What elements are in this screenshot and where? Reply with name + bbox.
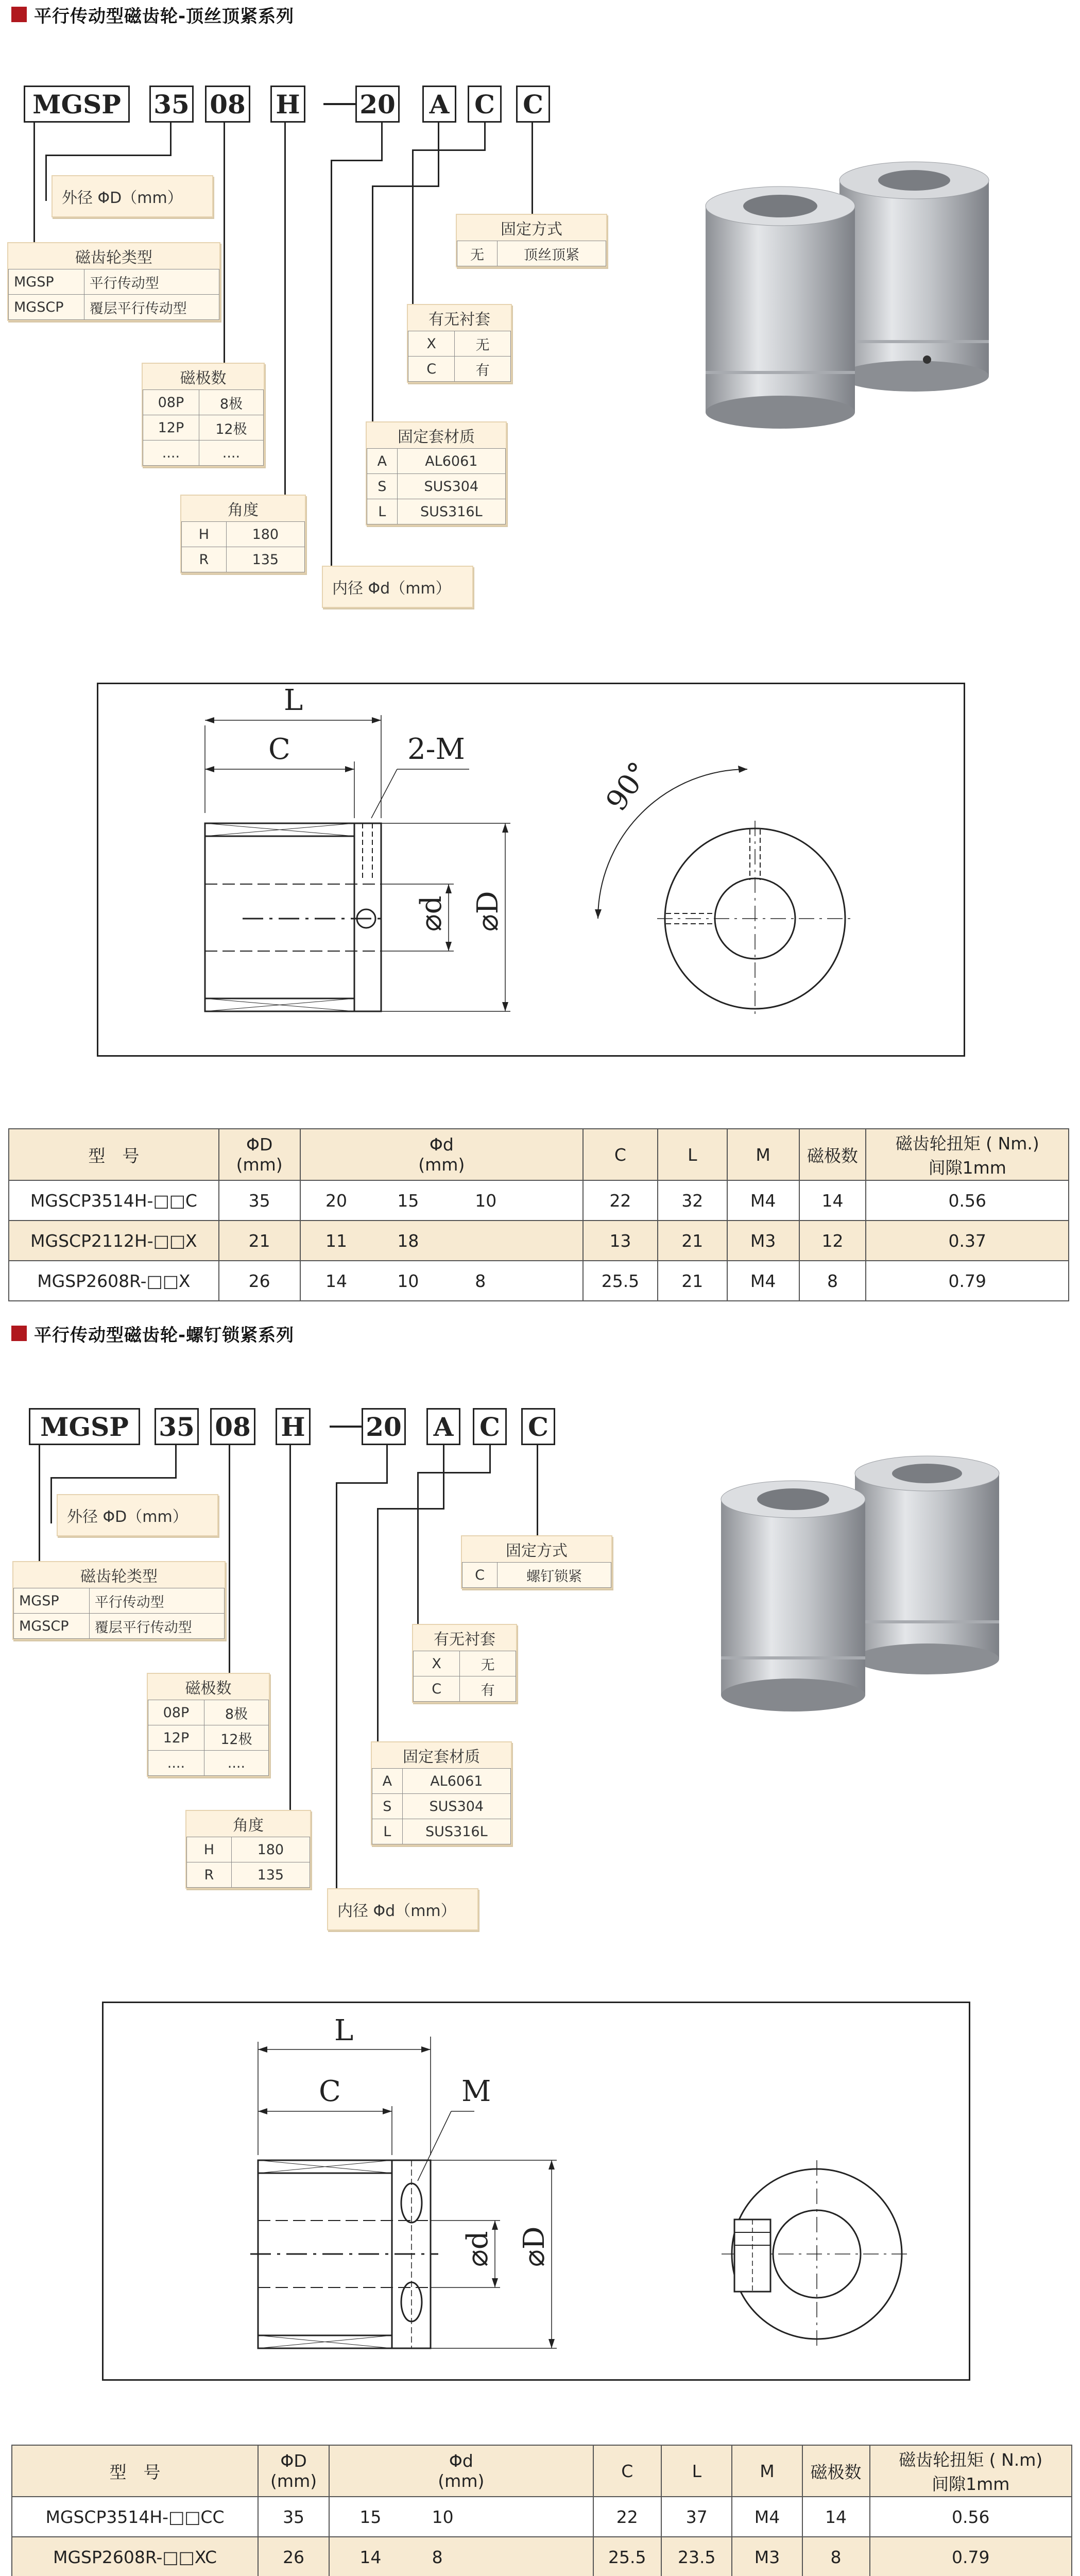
tag-outer-d [52, 175, 213, 217]
tag-fixing-title: 固定方式 [501, 221, 562, 239]
cell: .... [204, 1751, 268, 1776]
cell: A [367, 449, 398, 474]
section2-header [11, 1323, 294, 1344]
leader-20-top [381, 121, 383, 161]
leader-20-v [331, 160, 332, 567]
table-row [12, 2537, 1072, 2576]
th-id [300, 1129, 583, 1180]
th-id-unit: (mm) [418, 1155, 465, 1175]
leader-c2 [532, 121, 533, 214]
cell: 20 [300, 1180, 372, 1221]
cell [444, 1221, 583, 1261]
tag-poles-title: 磁极数 [185, 1680, 232, 1698]
code-mgsp: MGSP [29, 1408, 140, 1445]
cell: L [367, 499, 398, 524]
th-od-label: ΦD [280, 2451, 307, 2471]
tag-bushing [412, 1624, 517, 1703]
dim-label-M: M [461, 2075, 491, 2108]
tag-material-title: 固定套材质 [398, 428, 475, 446]
cell: 10 [372, 1261, 444, 1301]
th-model: 型 号 [12, 2445, 258, 2497]
leader-a-h [377, 1508, 444, 1510]
table-row [12, 2497, 1072, 2537]
code-c1: C [468, 86, 502, 123]
cell: AL6061 [402, 1769, 510, 1794]
leader-type [33, 121, 35, 243]
cell: 21 [658, 1261, 727, 1301]
leader-outer-d-h [45, 155, 172, 156]
cell: 无 [460, 1651, 516, 1676]
cell: 18 [372, 1221, 444, 1261]
cell: .... [199, 440, 263, 466]
th-torque [870, 2445, 1072, 2497]
cell: 8 [799, 1261, 866, 1301]
tag-poles-table [148, 1700, 269, 1776]
cell: 22 [583, 1180, 658, 1221]
tag-poles-title: 磁极数 [180, 369, 227, 387]
cell: 0.79 [870, 2537, 1072, 2576]
cell: H [182, 522, 227, 547]
cell: .... [143, 440, 199, 466]
tag-outer-d [57, 1494, 218, 1536]
cell: 12P [143, 415, 199, 440]
leader-20-h [331, 160, 382, 161]
cell: 13 [583, 1221, 658, 1261]
cylinder-front [721, 1481, 865, 1711]
code-20: 20 [362, 1408, 406, 1445]
code-35: 35 [155, 1408, 199, 1445]
spec-table-2 [11, 2445, 1072, 2576]
leader-08 [229, 1444, 230, 1686]
code-h: H [276, 1408, 311, 1445]
cell: 15 [329, 2497, 411, 2537]
cell: M4 [727, 1261, 799, 1301]
red-square-icon [11, 1326, 27, 1341]
tag-poles-table [143, 389, 264, 466]
cell: 8极 [199, 390, 263, 415]
tag-gear-type [7, 242, 220, 321]
code-c2: C [516, 86, 550, 123]
tag-gear-type-table [8, 269, 219, 320]
tag-gear-type-title: 磁齿轮类型 [80, 1568, 158, 1586]
cell: S [367, 474, 398, 499]
cell: 11 [300, 1221, 372, 1261]
cell: X [414, 1651, 460, 1676]
cell: 8 [802, 2537, 870, 2576]
cell: 平行传动型 [84, 269, 219, 295]
cell: MGSP [9, 269, 84, 295]
th-c: C [583, 1129, 658, 1180]
section1-header [11, 4, 294, 25]
cell: 135 [226, 547, 304, 572]
leader-a-v [372, 185, 373, 422]
code-dash [330, 1426, 362, 1428]
cell: 平行传动型 [89, 1588, 224, 1614]
leader-20-top [386, 1444, 388, 1484]
dim-label-D: ⌀D [471, 891, 505, 931]
cell: 12 [799, 1221, 866, 1261]
table-row [9, 1180, 1069, 1221]
cell: SUS316L [397, 499, 505, 524]
technical-drawing-2 [102, 2002, 970, 2381]
cell: SUS304 [402, 1794, 510, 1819]
leader-h [289, 1444, 291, 1815]
cell: 08P [143, 390, 199, 415]
cell: MGSP [14, 1588, 90, 1614]
cell: MGSCP [14, 1614, 90, 1639]
cell: 26 [258, 2537, 329, 2576]
dim-label-D: ⌀D [518, 2226, 551, 2267]
cell: 14 [329, 2537, 411, 2576]
cell: 无 [455, 331, 511, 357]
tag-angle-title: 角度 [233, 1817, 264, 1835]
cell: 8 [444, 1261, 583, 1301]
cell: 14 [799, 1180, 866, 1221]
cell: 21 [219, 1221, 300, 1261]
tag-fixing [461, 1535, 612, 1589]
dim-label-d: ⌀d [415, 895, 448, 931]
leader-08 [224, 121, 225, 363]
tag-angle [180, 495, 306, 573]
leader-a-h [372, 185, 439, 187]
th-id [329, 2445, 593, 2497]
cell: 12P [148, 1725, 204, 1751]
cell: C [408, 357, 455, 382]
cell: 有 [455, 357, 511, 382]
code-c1: C [473, 1408, 507, 1445]
cell: 有 [460, 1676, 516, 1702]
leader-outer-d-v [45, 155, 47, 201]
th-od-unit: (mm) [236, 1155, 283, 1175]
leader-c1-top [484, 121, 486, 151]
cell: 22 [593, 2497, 662, 2537]
th-poles: 磁极数 [799, 1129, 866, 1180]
cell: MGSCP2112H-□□X [9, 1221, 219, 1261]
dim-label-L: L [334, 2014, 354, 2047]
cell: SUS304 [397, 474, 505, 499]
tag-inner-d [322, 566, 473, 608]
code-08: 08 [205, 86, 250, 123]
tag-bushing-title: 有无衬套 [434, 1631, 495, 1649]
cell: 覆层平行传动型 [84, 295, 219, 320]
cylinder-front [706, 187, 855, 429]
cell: MGSP2608R-□□X [9, 1261, 219, 1301]
cell: 135 [231, 1862, 310, 1888]
leader-35 [170, 121, 172, 155]
cell: 25.5 [593, 2537, 662, 2576]
tag-gear-type [12, 1561, 226, 1640]
th-gap: 间隙1mm [932, 2474, 1010, 2494]
cell: C [414, 1676, 460, 1702]
cell: 0.56 [866, 1180, 1069, 1221]
cell: 32 [658, 1180, 727, 1221]
cell: X [408, 331, 455, 357]
dim-label-d: ⌀d [461, 2231, 494, 2267]
cell: 15 [372, 1180, 444, 1221]
cell: MGSCP [9, 295, 84, 320]
cell: 0.37 [866, 1221, 1069, 1261]
cell: 180 [231, 1837, 310, 1862]
th-od [258, 2445, 329, 2497]
cell: 0.79 [866, 1261, 1069, 1301]
code-mgsp: MGSP [24, 86, 130, 123]
th-l: L [661, 2445, 732, 2497]
th-c: C [593, 2445, 662, 2497]
th-m: M [732, 2445, 802, 2497]
leader-outer-d-h [50, 1477, 177, 1479]
th-od-unit: (mm) [270, 2471, 317, 2491]
cell: 顶丝顶紧 [498, 241, 606, 266]
tag-inner-d [327, 1888, 478, 1930]
th-gap: 间隙1mm [928, 1158, 1006, 1178]
leader-c1-v [417, 1472, 419, 1626]
code-35: 35 [149, 86, 194, 123]
tag-bushing-table [413, 1651, 516, 1702]
spec-table-1 [8, 1128, 1069, 1301]
th-model: 型 号 [9, 1129, 219, 1180]
tag-fixing-title: 固定方式 [506, 1542, 568, 1560]
th-id-label: Φd [449, 2451, 473, 2471]
cell: 21 [658, 1221, 727, 1261]
tag-material-title: 固定套材质 [403, 1748, 480, 1766]
cell: A [372, 1769, 403, 1794]
product-photo-1 [690, 149, 1009, 459]
leader-outer-d-v [50, 1477, 52, 1523]
cell: 8 [412, 2537, 593, 2576]
cell: M3 [727, 1221, 799, 1261]
th-od [219, 1129, 300, 1180]
cell: 23.5 [661, 2537, 732, 2576]
tag-fixing-table [462, 1562, 611, 1588]
cell: AL6061 [397, 449, 505, 474]
tag-gear-type-title: 磁齿轮类型 [75, 249, 152, 267]
tag-inner-d-label: 内径 Φd（mm） [332, 580, 451, 598]
cell: 螺钉锁紧 [498, 1563, 611, 1588]
table-row [9, 1261, 1069, 1301]
cell: C [462, 1563, 498, 1588]
code-a: A [426, 1408, 460, 1445]
leader-c1-h [412, 149, 485, 151]
cell: 10 [444, 1180, 583, 1221]
cell: 覆层平行传动型 [89, 1614, 224, 1639]
cell: SUS316L [402, 1819, 510, 1844]
th-id-label: Φd [429, 1134, 454, 1155]
tag-poles [147, 1673, 270, 1777]
cell: 14 [802, 2497, 870, 2537]
th-m: M [727, 1129, 799, 1180]
cell: 12极 [204, 1725, 268, 1751]
code-20: 20 [355, 86, 400, 123]
tag-bushing [407, 304, 512, 383]
cell: 25.5 [583, 1261, 658, 1301]
leader-20-v [336, 1482, 337, 1889]
tag-angle-table [181, 521, 305, 572]
cell: 35 [219, 1180, 300, 1221]
code-08: 08 [210, 1408, 255, 1445]
table-row [9, 1221, 1069, 1261]
dim-label-C: C [319, 2075, 341, 2108]
tag-outer-d-label: 外径 ΦD（mm） [67, 1508, 188, 1526]
dim-label-L: L [284, 684, 303, 717]
cell: M4 [727, 1180, 799, 1221]
cell: 35 [258, 2497, 329, 2537]
cell: MGSCP3514H-□□C [9, 1180, 219, 1221]
tag-inner-d-label: 内径 Φd（mm） [337, 1902, 456, 1920]
cell: H [187, 1837, 232, 1862]
tag-gear-type-table [13, 1588, 225, 1639]
tag-angle [185, 1810, 311, 1889]
tag-fixing [456, 214, 607, 267]
tag-bushing-table [408, 331, 511, 382]
set-screw-hole-icon [923, 355, 931, 364]
tag-poles [142, 363, 265, 467]
leader-c1-h [417, 1472, 490, 1473]
cylinder-back [839, 162, 989, 392]
cell: MGSP2608R-□□XC [12, 2537, 258, 2576]
th-torque-label: 磁齿轮扭矩 ( Nm.) [895, 1133, 1039, 1154]
cell: MGSCP3514H-□□CC [12, 2497, 258, 2537]
cell: M3 [732, 2537, 802, 2576]
product-photo-2 [711, 1443, 1020, 1731]
cell: 10 [412, 2497, 593, 2537]
leader-c1-v [412, 149, 414, 304]
cell: 08P [148, 1700, 204, 1725]
tag-material [366, 421, 507, 526]
tag-angle-title: 角度 [228, 501, 259, 519]
leader-h [284, 121, 286, 495]
leader-35 [175, 1444, 177, 1477]
cell: L [372, 1819, 403, 1844]
cell: 14 [300, 1261, 372, 1301]
th-torque [866, 1129, 1069, 1180]
tag-angle-table [186, 1837, 310, 1888]
section2-title: 平行传动型磁齿轮-螺钉锁紧系列 [34, 1325, 295, 1346]
cell: M4 [732, 2497, 802, 2537]
cell: 12极 [199, 415, 263, 440]
cell: 26 [219, 1261, 300, 1301]
cell: 180 [226, 522, 304, 547]
cell: S [372, 1794, 403, 1819]
dim-label-M: 2-M [407, 733, 465, 766]
leader-a-top [438, 121, 439, 187]
tag-fixing-table [457, 241, 606, 266]
th-od-label: ΦD [246, 1134, 273, 1155]
cylinder-back [855, 1456, 999, 1674]
cell: 37 [661, 2497, 732, 2537]
leader-a-top [443, 1444, 444, 1510]
th-id-unit: (mm) [438, 2471, 485, 2491]
tag-bushing-title: 有无衬套 [428, 311, 490, 329]
dim-label-angle: 90° [599, 756, 657, 818]
cell: 8极 [204, 1700, 268, 1725]
cell: R [182, 547, 227, 572]
tag-outer-d-label: 外径 ΦD（mm） [62, 189, 183, 207]
leader-c1-top [489, 1444, 491, 1473]
technical-drawing-1 [97, 683, 965, 1057]
cell: R [187, 1862, 232, 1888]
cell: 无 [457, 241, 498, 266]
leader-20-h [336, 1482, 387, 1484]
tag-material-table [372, 1768, 511, 1844]
leader-a-v [377, 1508, 379, 1745]
th-l: L [658, 1129, 727, 1180]
th-torque-label: 磁齿轮扭矩 ( N.m) [899, 2450, 1043, 2470]
cell: 0.56 [870, 2497, 1072, 2537]
leader-type [39, 1444, 40, 1565]
code-c2: C [521, 1408, 555, 1445]
section1-title: 平行传动型磁齿轮-顶丝顶紧系列 [34, 6, 295, 27]
cell: .... [148, 1751, 204, 1776]
code-h: H [270, 86, 305, 123]
leader-c2 [537, 1444, 538, 1536]
th-poles: 磁极数 [802, 2445, 870, 2497]
code-a: A [422, 86, 456, 123]
tag-material-table [367, 448, 506, 524]
red-square-icon [11, 7, 27, 22]
tag-material [371, 1741, 512, 1845]
dim-label-C: C [268, 733, 290, 766]
code-dash [323, 103, 355, 105]
